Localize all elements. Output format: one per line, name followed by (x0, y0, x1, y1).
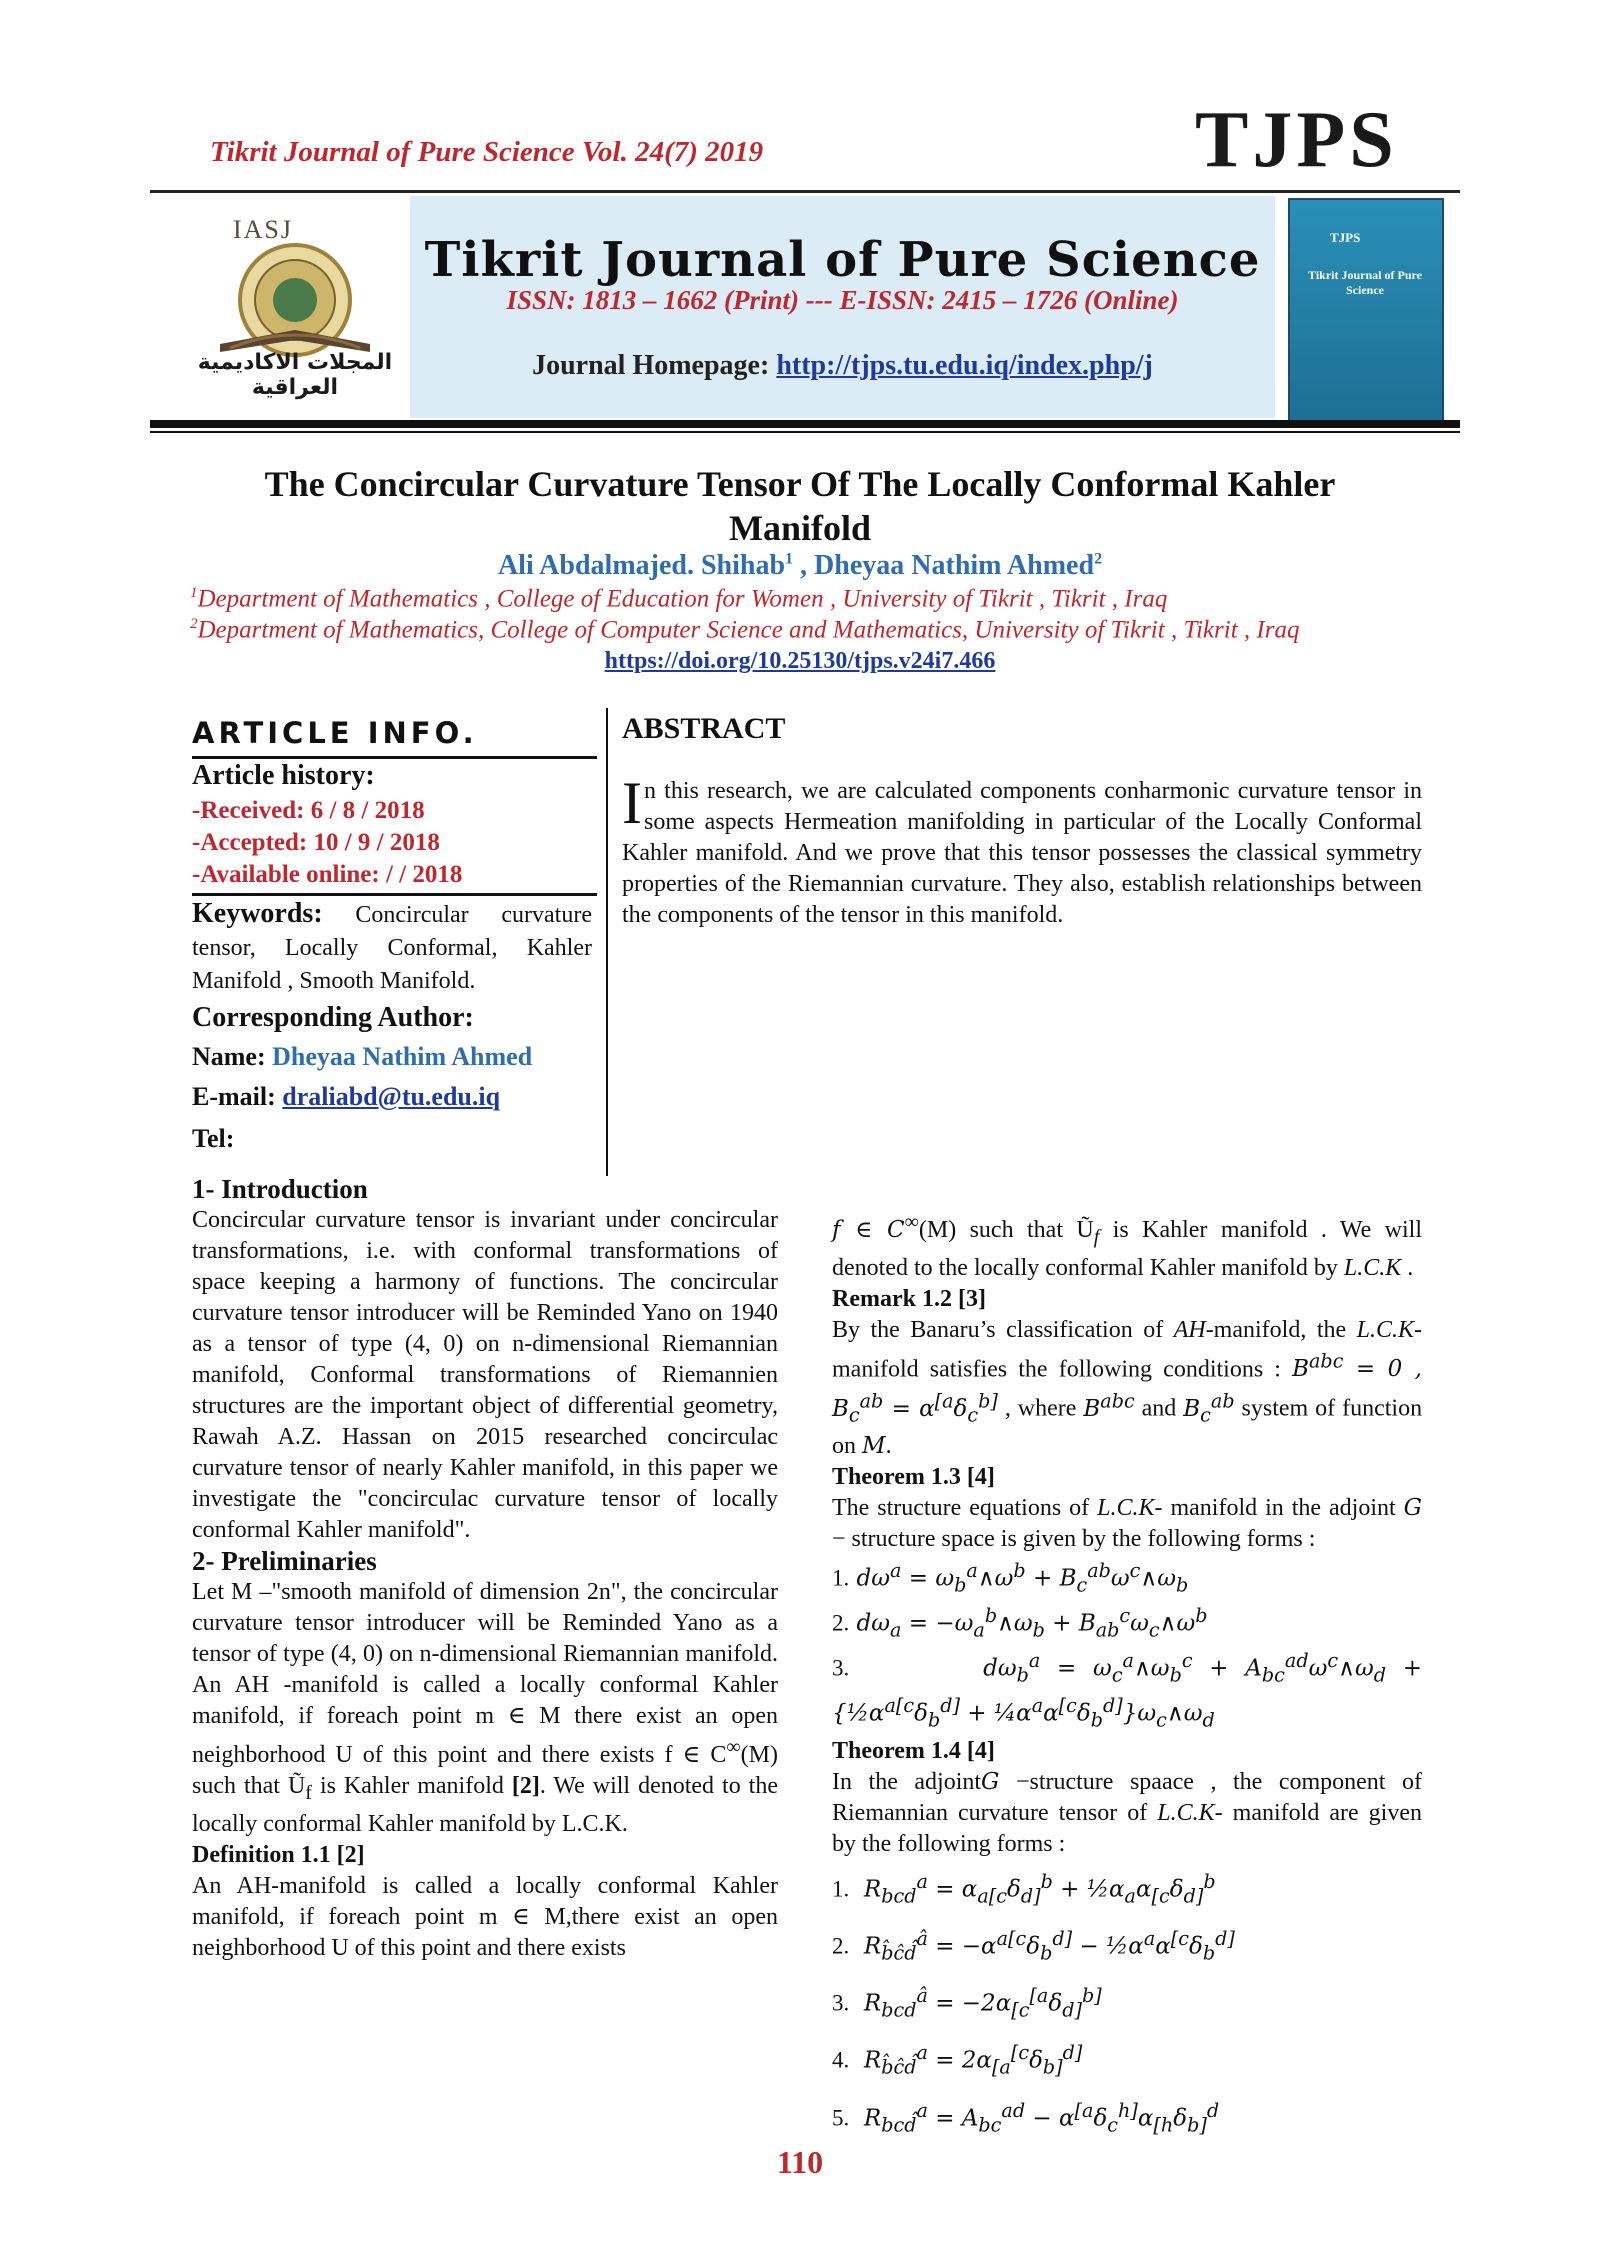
r5-num: 5. (832, 2105, 850, 2131)
received-label: -Received: (192, 797, 305, 824)
theorem-1-3-text-b: L.C.K (1097, 1494, 1155, 1521)
theorem-1-3-heading: Theorem 1.3 [4] (832, 1463, 995, 1490)
homepage-label: Journal Homepage: (532, 350, 770, 381)
theorem-1-4-heading: Theorem 1.4 [4] (832, 1737, 995, 1764)
remark-text-d: L.C.K (1356, 1316, 1414, 1343)
available-value: / / 2018 (385, 861, 463, 888)
header-rule-thin (150, 431, 1460, 433)
name-value: Dheyaa Nathim Ahmed (272, 1042, 533, 1071)
r1-num: 1. (832, 1876, 850, 1902)
prelim-text-c: is Kahler manifold (311, 1773, 512, 1799)
curvature-component-1: 1. $R_{bcd}^a = \alpha_{a[c}\delta_{d]}^b$ + $\frac{1}{2}\alpha_a\alpha_{[c}\delta_{d]}^b$ (832, 1869, 1216, 1907)
banner-title: Tikrit Journal of Pure Science (424, 232, 1261, 288)
prelim-text-b: (M) such that Ũ (192, 1742, 778, 1799)
theorem-1-4-text: In the adjointG −structure spaace , the component of Riemannian curvature tensor of L.C.K- manifold are given by the following forms : (832, 1768, 1422, 1857)
banner-issn: ISSN: 1813 – 1662 (Print) --- E-ISSN: 2415 – 1726 (Online) (506, 285, 1179, 315)
eq2-num: 2. (832, 1610, 850, 1636)
affiliation-1-text: Department of Mathematics , College of Education for Women , University of Tikrit , Tikrit , Iraq (197, 585, 1168, 613)
remark-text-e: - manifold satisfies the following conditions : (832, 1316, 1422, 1383)
banner-homepage (410, 350, 1275, 382)
prelim-text: Let M –"smooth manifold of dimension 2n", the concircular curvature tensor introducer will be Reminded Yano as a tensor of type (4, 0) on n-dimensional Riemannian manifold. An AH -manifold is called a locally conformal Kahler manifold, if foreach point m ∈ M there exist an open neighborhood U of this point and there exists f ∈ C∞(M) such that $Ũ_f$ is Kahler manifold [2]. We will denoted to the locally conformal Kahler manifold by L.C.K. (192, 1579, 778, 1837)
remark-text: By the Banaru’s classification of AH-manifold, the L.C.K- manifold satisfies the following conditions : $B^{abc} = 0$ , $B_c^{ab} = \alpha^{[a}\delta_c^{b]}$ , where $B^{abc}$ and $B_c^{ab}$ system of function on M. (832, 1316, 1423, 1459)
author-1-sup: 1 (785, 550, 794, 568)
remark-where: where (1017, 1396, 1077, 1423)
keywords-text: Concircular curvature tensor, Locally Conformal, Kahler Manifold , Smooth Manifold. (192, 902, 592, 994)
definition-heading: Definition 1.1 [2] (192, 1841, 365, 1868)
cover-tjps: TJPS (1330, 230, 1361, 245)
available-label: -Available online: (192, 861, 380, 888)
remark-text-b: AH (1173, 1316, 1206, 1343)
name-label: Name: (192, 1042, 266, 1071)
email-link[interactable]: draliabd@tu.edu.iq (282, 1082, 501, 1111)
structure-equation-3: 3. $d\omega_b^a$ = $\omega_c^a\wedge\omega_b^c$ + $A_{bc}^{ad}\omega^c\wedge\omega_d$ + {$\frac{1}{2}\alpha^{a[c}\delta_b^{d]}$ + $\frac{1}{4}\alpha^a\alpha^{[c}\delta_b^{d]}\}\omega_c\wedge\omega_d$ (832, 1649, 1422, 1732)
right-cont-d: L.C.K (1343, 1254, 1402, 1281)
curvature-component-3: 3. $R_{bcd}^â = -2\alpha_{[c}^{[a}\delta_{d]}^{b]}$ (832, 1984, 1102, 2022)
journal-line: Tikrit Journal of Pure Science Vol. 24(7) 2019 (210, 136, 764, 168)
paper-title (180, 462, 1420, 550)
author-name-row (192, 1042, 532, 1072)
accepted-value: 10 / 9 / 2018 (313, 829, 440, 856)
curvature-component-5: 5. $R_{bcd̂}^a = A_{bc}^{ad} - \alpha^{[a}\delta_c^{h]}\alpha_{[h}\delta_{b]}^d$ (832, 2098, 1220, 2136)
theorem-1-4-text-a: In the adjoint (832, 1768, 982, 1795)
doi-link[interactable]: https://doi.org/10.25130/tjps.v24i7.466 (604, 648, 996, 674)
r3-num: 3. (832, 1990, 850, 2016)
right-cont-c: is Kahler manifold . We will denoted to the locally conformal Kahler manifold by (832, 1217, 1422, 1281)
tel-label: Tel: (192, 1124, 235, 1153)
theorem-1-4-text-d: - manifold are given by the following forms : (832, 1799, 1422, 1857)
abstract-dropcap: I (622, 770, 642, 836)
article-history-label: Article history: (192, 760, 375, 791)
iasj-label: IASJ (233, 215, 294, 244)
structure-equation-1: 1. $d\omega^a$ = $\omega_b^a\wedge\omega^b$ + $B_c^{ab}\omega^c\wedge\omega_b$ (832, 1558, 1189, 1596)
eq3-num: 3. (832, 1655, 850, 1681)
article-info-rule (192, 756, 597, 759)
theorem-1-3-text-c: - manifold in the adjoint (1154, 1494, 1404, 1521)
prelim-text-a: Let M –"smooth manifold of dimension 2n", the concircular curvature tensor introducer will be Reminded Yano as a tensor of type (4, 0) on n-dimensional Riemannian manifold. An AH -manifold is called a locally conformal Kahler manifold, if foreach point m ∈ M there exist an open neighborhood U of this point and there exists f ∈ C (192, 1579, 778, 1768)
prelim-ref: [2] (511, 1773, 540, 1799)
affiliation-2 (190, 616, 1299, 644)
remark-text-h: system of function on (832, 1396, 1423, 1459)
keywords (192, 897, 592, 998)
theorem-1-4-text-b: −structure spaace , the component of Riemannian curvature tensor of (832, 1768, 1422, 1826)
theorem-1-3-text-d: − structure space is given by the following forms : (832, 1525, 1316, 1552)
received-value: 6 / 8 / 2018 (310, 797, 425, 824)
doi (180, 648, 1420, 675)
theorem-1-3-text-a: The structure equations of (832, 1494, 1098, 1521)
abstract-text (622, 770, 1422, 931)
remark-heading: Remark 1.2 [3] (832, 1285, 986, 1312)
prelim-heading: 2- Preliminaries (192, 1546, 377, 1576)
email-row (192, 1082, 500, 1112)
intro-text: Concircular curvature tensor is invariant under concircular transformations, i.e. with conformal transformations of space keeping a harmony of functions. The concircular curvature tensor introducer will be Reminded Yano on 1940 as a tensor of type (4, 0) on n-dimensional Riemannian manifold, Conformal transformations of Riemannien structures are the important object of differential geometry, Rawah A.Z. Hassan on 2015 researched concirculac curvature tensor of nearly Kahler manifold, in this paper we investigate the "concirculac curvature tensor of locally conformal Kahler manifold". (192, 1207, 778, 1543)
definition-continued: f ∈ C∞(M) such that $Ũ_f$ is Kahler manifold . We will denoted to the locally conformal Kahler manifold by L.C.K . (832, 1211, 1422, 1281)
journal-cover-image (1288, 198, 1444, 422)
eq1-num: 1. (832, 1565, 850, 1591)
author-2-sup: 2 (1094, 550, 1103, 568)
email-label: E-mail: (192, 1082, 276, 1111)
title-line-2: Manifold (728, 508, 871, 548)
theorem-1-4-text-c: L.C.K (1157, 1799, 1215, 1826)
definition-text: An AH-manifold is called a locally conformal Kahler manifold, if foreach point m ∈ M,there exist an open neighborhood U of this point and there exists (192, 1872, 778, 1961)
remark-equation: $B^{abc} = 0$ , $B_c^{ab} = \alpha^{[a}\delta_c^{b]}$ (832, 1349, 1422, 1427)
right-cont-a: f ∈ C (832, 1217, 905, 1243)
curvature-component-4: 4. $R_{b̂ĉd̂}^a = 2\alpha_{[a}^{[c}\delta_{b]}^{d]}$ (832, 2041, 1083, 2079)
title-line-1: The Concircular Curvature Tensor Of The Locally Conformal Kahler (264, 464, 1336, 504)
right-cont-b: (M) such that Ũ (918, 1217, 1094, 1243)
left-column (192, 1174, 778, 1964)
remark-text-c: -manifold, the (1205, 1316, 1357, 1343)
iasj-arabic-text: المجلات الاكاديمية العراقية (197, 350, 393, 400)
article-info-divider (606, 708, 608, 1176)
author-1: Ali Abdalmajed. Shihab (497, 550, 786, 581)
cover-title: Tikrit Journal of Pure Science (1308, 268, 1422, 297)
intro-heading: 1- Introduction (192, 1174, 368, 1204)
right-column (832, 1207, 1422, 2146)
right-cont-e: . (1401, 1254, 1414, 1281)
abstract-heading: ABSTRACT (622, 712, 786, 745)
keywords-label: Keywords: (192, 898, 323, 929)
author-2: Dheyaa Nathim Ahmed (814, 550, 1095, 581)
corresponding-author-label: Corresponding Author: (192, 1002, 474, 1033)
authors (180, 550, 1420, 582)
page-number: 110 (776, 2144, 824, 2180)
affiliation-2-sup: 2 (190, 616, 198, 632)
homepage-link[interactable]: http://tjps.tu.edu.iq/index.php/j (776, 350, 1153, 381)
structure-equation-2: 2. $d\omega_a$ = $-\omega_a^b\wedge\omega_b$ + $B_{ab}^c\omega_c\wedge\omega^b$ (832, 1603, 1208, 1642)
accepted-label: -Accepted: (192, 829, 308, 856)
affiliation-1 (190, 585, 1167, 613)
article-info-rule-2 (192, 893, 597, 896)
abstract-body: n this research, we are calculated components conharmonic curvature tensor in some aspects Hermeation manifolding in particular of the Locally Conformal Kahler manifold. And we prove that this tensor possesses the classical symmetry properties of the Riemannian curvature. They also, establish relationships between the components of the tensor in this manifold. (622, 778, 1422, 928)
prelim-text-d: . We will denoted to the locally conformal Kahler manifold by L.C.K. (192, 1773, 778, 1837)
received-row (192, 797, 425, 825)
tjps-logo: TJPS (1195, 96, 1398, 184)
theorem-1-3-text: The structure equations of L.C.K- manifold in the adjoint G − structure space is given by the following forms : (832, 1494, 1422, 1552)
header-rule (150, 190, 1460, 193)
article-info-heading: ARTICLE INFO. (192, 716, 478, 750)
r4-num: 4. (832, 2048, 850, 2074)
curvature-component-2: 2. $R_{b̂ĉd̂}^â = -\alpha^{a[c}\delta_b^{d]}$ − $\frac{1}{2}\alpha^a\alpha^{[c}\delta_b^{d]}$ (832, 1926, 1235, 1965)
affiliation-1-sup: 1 (190, 585, 198, 601)
affiliation-2-text: Department of Mathematics, College of Computer Science and Mathematics, University of Tikrit , Tikrit , Iraq (197, 616, 1300, 644)
header-rule-thick (150, 420, 1460, 428)
available-row (192, 861, 462, 889)
remark-text-a: By the Banaru’s classification of (832, 1316, 1174, 1343)
accepted-row (192, 829, 440, 857)
remark-and: and (1141, 1396, 1177, 1423)
r2-num: 2. (832, 1933, 850, 1959)
author-separator: , (793, 550, 815, 581)
